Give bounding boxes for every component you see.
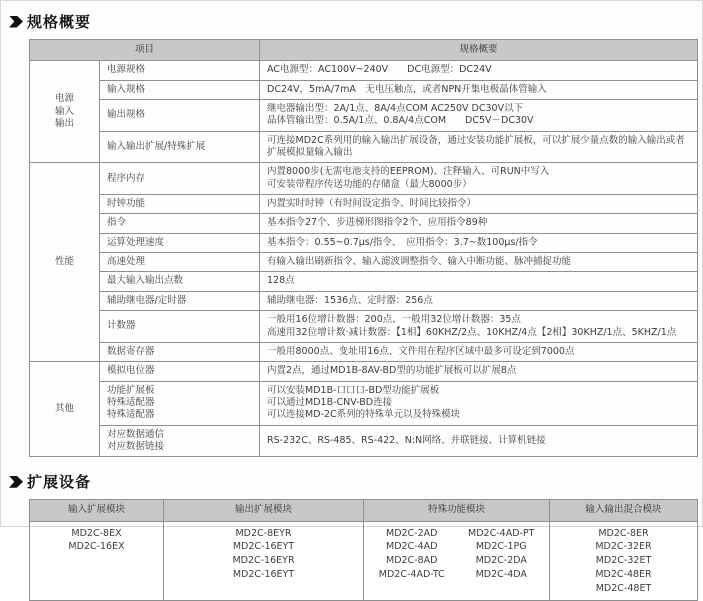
- spec-item-label: 模拟电位器: [100, 362, 260, 381]
- spec-row: [30, 131, 698, 163]
- spec-item-value: 基本指令：0.55~0.7μs/指令、 应用指令：3.7~数100μs/指令: [260, 233, 698, 252]
- spec-row: [30, 272, 698, 291]
- spec-row: [30, 253, 698, 272]
- spec-group-label: 其他: [30, 362, 100, 457]
- spec-item-label: 指令: [100, 214, 260, 233]
- model-item: MD2C-16EYT: [232, 541, 295, 553]
- spec-item-label: 对应数据通信 对应数据链接: [100, 425, 260, 457]
- spec-header-item: 项目: [30, 40, 260, 61]
- spec-item-value: 基本指令27个、步进梯形图指令2个、应用指令89种: [260, 214, 698, 233]
- spec-row: [30, 311, 698, 343]
- spec-item-label: 输入规格: [100, 80, 260, 99]
- model-item: MD2C-8EYR: [235, 527, 292, 539]
- spec-item-value: 有输入输出刷新指令、输入滤波调整指令、输入中断功能、脉冲捕捉功能: [260, 253, 698, 272]
- expansion-section-title: [9, 471, 702, 492]
- expansion-column-models: [364, 521, 550, 601]
- spec-item-value: 继电器输出型：2A/1点、8A/4点COM AC250V DC30V以下 晶体管输出型：0.5A/1点、0.8A/4点COM DC5V－DC30V: [260, 100, 698, 132]
- spec-item-label: 电源规格: [100, 61, 260, 80]
- model-item: MD2C-1PG: [475, 541, 527, 553]
- spec-table: [29, 39, 698, 457]
- spec-row: [30, 291, 698, 310]
- expansion-table-body-row: [30, 521, 698, 601]
- model-item: MD2C-48ER: [595, 568, 652, 580]
- spec-item-value: 内置8000步(无需电池支持的EEPROM)、注释输入、可RUN中写入 可安装带程序传送功能的存储盒（最大8000步）: [260, 163, 698, 195]
- spec-item-label: 高速处理: [100, 253, 260, 272]
- spec-row: [30, 163, 698, 195]
- spec-item-label: 程序内存: [100, 163, 260, 195]
- expansion-column-models: [550, 521, 698, 601]
- model-sub-column: [367, 527, 457, 582]
- expansion-column-models: [164, 521, 364, 601]
- expansion-table: [29, 499, 698, 601]
- model-item: MD2C-8AD: [386, 555, 438, 567]
- spec-item-label: 辅助继电器/定时器: [100, 291, 260, 310]
- spec-item-value: 内置2点，通过MD1B-8AV-BD型的功能扩展板可以扩展8点: [260, 362, 698, 381]
- expansion-column-header: 输出扩展模块: [164, 500, 364, 521]
- spec-row: [30, 233, 698, 252]
- spec-item-value: RS-232C、RS-485、RS-422、N:N网络、并联链接、计算机链接: [260, 425, 698, 457]
- spec-row: [30, 342, 698, 361]
- expansion-column-header: 输入输出混合模块: [550, 500, 698, 521]
- spec-item-value: 可以安装MD1B-口口口-BD型功能扩展板 可以通过MD1B-CNV-BD连接 可以连接MD-2C系列的特殊单元以及特殊模块: [260, 381, 698, 425]
- model-item: MD2C-4AD: [386, 541, 438, 553]
- spec-header-overview: 规格概要: [260, 40, 698, 61]
- spec-group-label: 性能: [30, 163, 100, 362]
- model-item: MD2C-16EYR: [232, 555, 295, 567]
- spec-item-label: 输入输出扩展/特殊扩展: [100, 131, 260, 163]
- spec-section-title: [9, 11, 702, 32]
- model-item: MD2C-32ER: [595, 541, 652, 553]
- spec-group-label: 电源 输入 输出: [30, 61, 100, 163]
- spec-item-value: 128点: [260, 272, 698, 291]
- spec-item-label: 最大输入输出点数: [100, 272, 260, 291]
- arrow-right-icon: [9, 16, 23, 28]
- expansion-column-models: [30, 521, 164, 601]
- spec-item-label: 运算处理速度: [100, 233, 260, 252]
- model-item: MD2C-2DA: [475, 555, 527, 567]
- expansion-column-header: 输入扩展模块: [30, 500, 164, 521]
- spec-item-value: 一般用16位增计数器：200点、一般用32位增计数器：35点 高速用32位增计数·减计数器：【1相】60KHZ/2点、10KHZ/4点【2相】30KHZ/1点、5KHZ/1点: [260, 311, 698, 343]
- model-item: MD2C-16EYT: [232, 568, 295, 580]
- expansion-table-header-row: [30, 500, 698, 521]
- spec-table-body: [30, 61, 698, 457]
- arrow-right-icon: [9, 476, 23, 488]
- spec-table-header-row: [30, 40, 698, 61]
- spec-item-label: 计数器: [100, 311, 260, 343]
- model-item: MD2C-2AD: [386, 527, 438, 539]
- spec-item-label: 时钟功能: [100, 195, 260, 214]
- spec-row: [30, 61, 698, 80]
- model-item: MD2C-32ET: [595, 555, 652, 567]
- model-item: MD2C-16EX: [68, 541, 125, 553]
- spec-item-label: 输出规格: [100, 100, 260, 132]
- spec-row: [30, 100, 698, 132]
- spec-item-value: 内置实时时钟（有时间设定指令、时间比较指令）: [260, 195, 698, 214]
- spec-item-value: 一般用8000点、变址用16点、文件用在程序区域中最多可设定到7000点: [260, 342, 698, 361]
- model-item: MD2C-4AD-PT: [468, 527, 535, 539]
- model-item: MD2C-4AD-TC: [378, 568, 445, 580]
- model-sub-column: [457, 527, 547, 582]
- model-item: MD2C-8ER: [598, 527, 649, 539]
- spec-row: [30, 214, 698, 233]
- expansion-section-title-text: 扩展设备: [27, 473, 92, 492]
- spec-section-title-text: 规格概要: [27, 13, 92, 31]
- spec-row: [30, 362, 698, 381]
- spec-row: [30, 80, 698, 99]
- expansion-column-header: 特殊功能模块: [364, 500, 550, 521]
- model-item: MD2C-48ET: [595, 582, 652, 594]
- spec-row: [30, 425, 698, 457]
- spec-item-value: 可连接MD2C系列用的输入输出扩展设备，通过安装功能扩展板，可以扩展少量点数的输入输出或者扩展模拟量输入输出: [260, 131, 698, 163]
- model-item: MD2C-8EX: [71, 527, 122, 539]
- spec-row: [30, 195, 698, 214]
- spec-item-value: AC电源型：AC100V~240V DC电源型：DC24V: [260, 61, 698, 80]
- spec-item-label: 数据寄存器: [100, 342, 260, 361]
- spec-row: [30, 381, 698, 425]
- spec-item-value: 辅助继电器：1536点、定时器：256点: [260, 291, 698, 310]
- spec-item-label: 功能扩展板 特殊适配器 特殊适配器: [100, 381, 260, 425]
- model-item: MD2C-4DA: [475, 568, 527, 580]
- spec-item-value: DC24V，5mA/7mA 无电压触点，或者NPN开集电极晶体管输入: [260, 80, 698, 99]
